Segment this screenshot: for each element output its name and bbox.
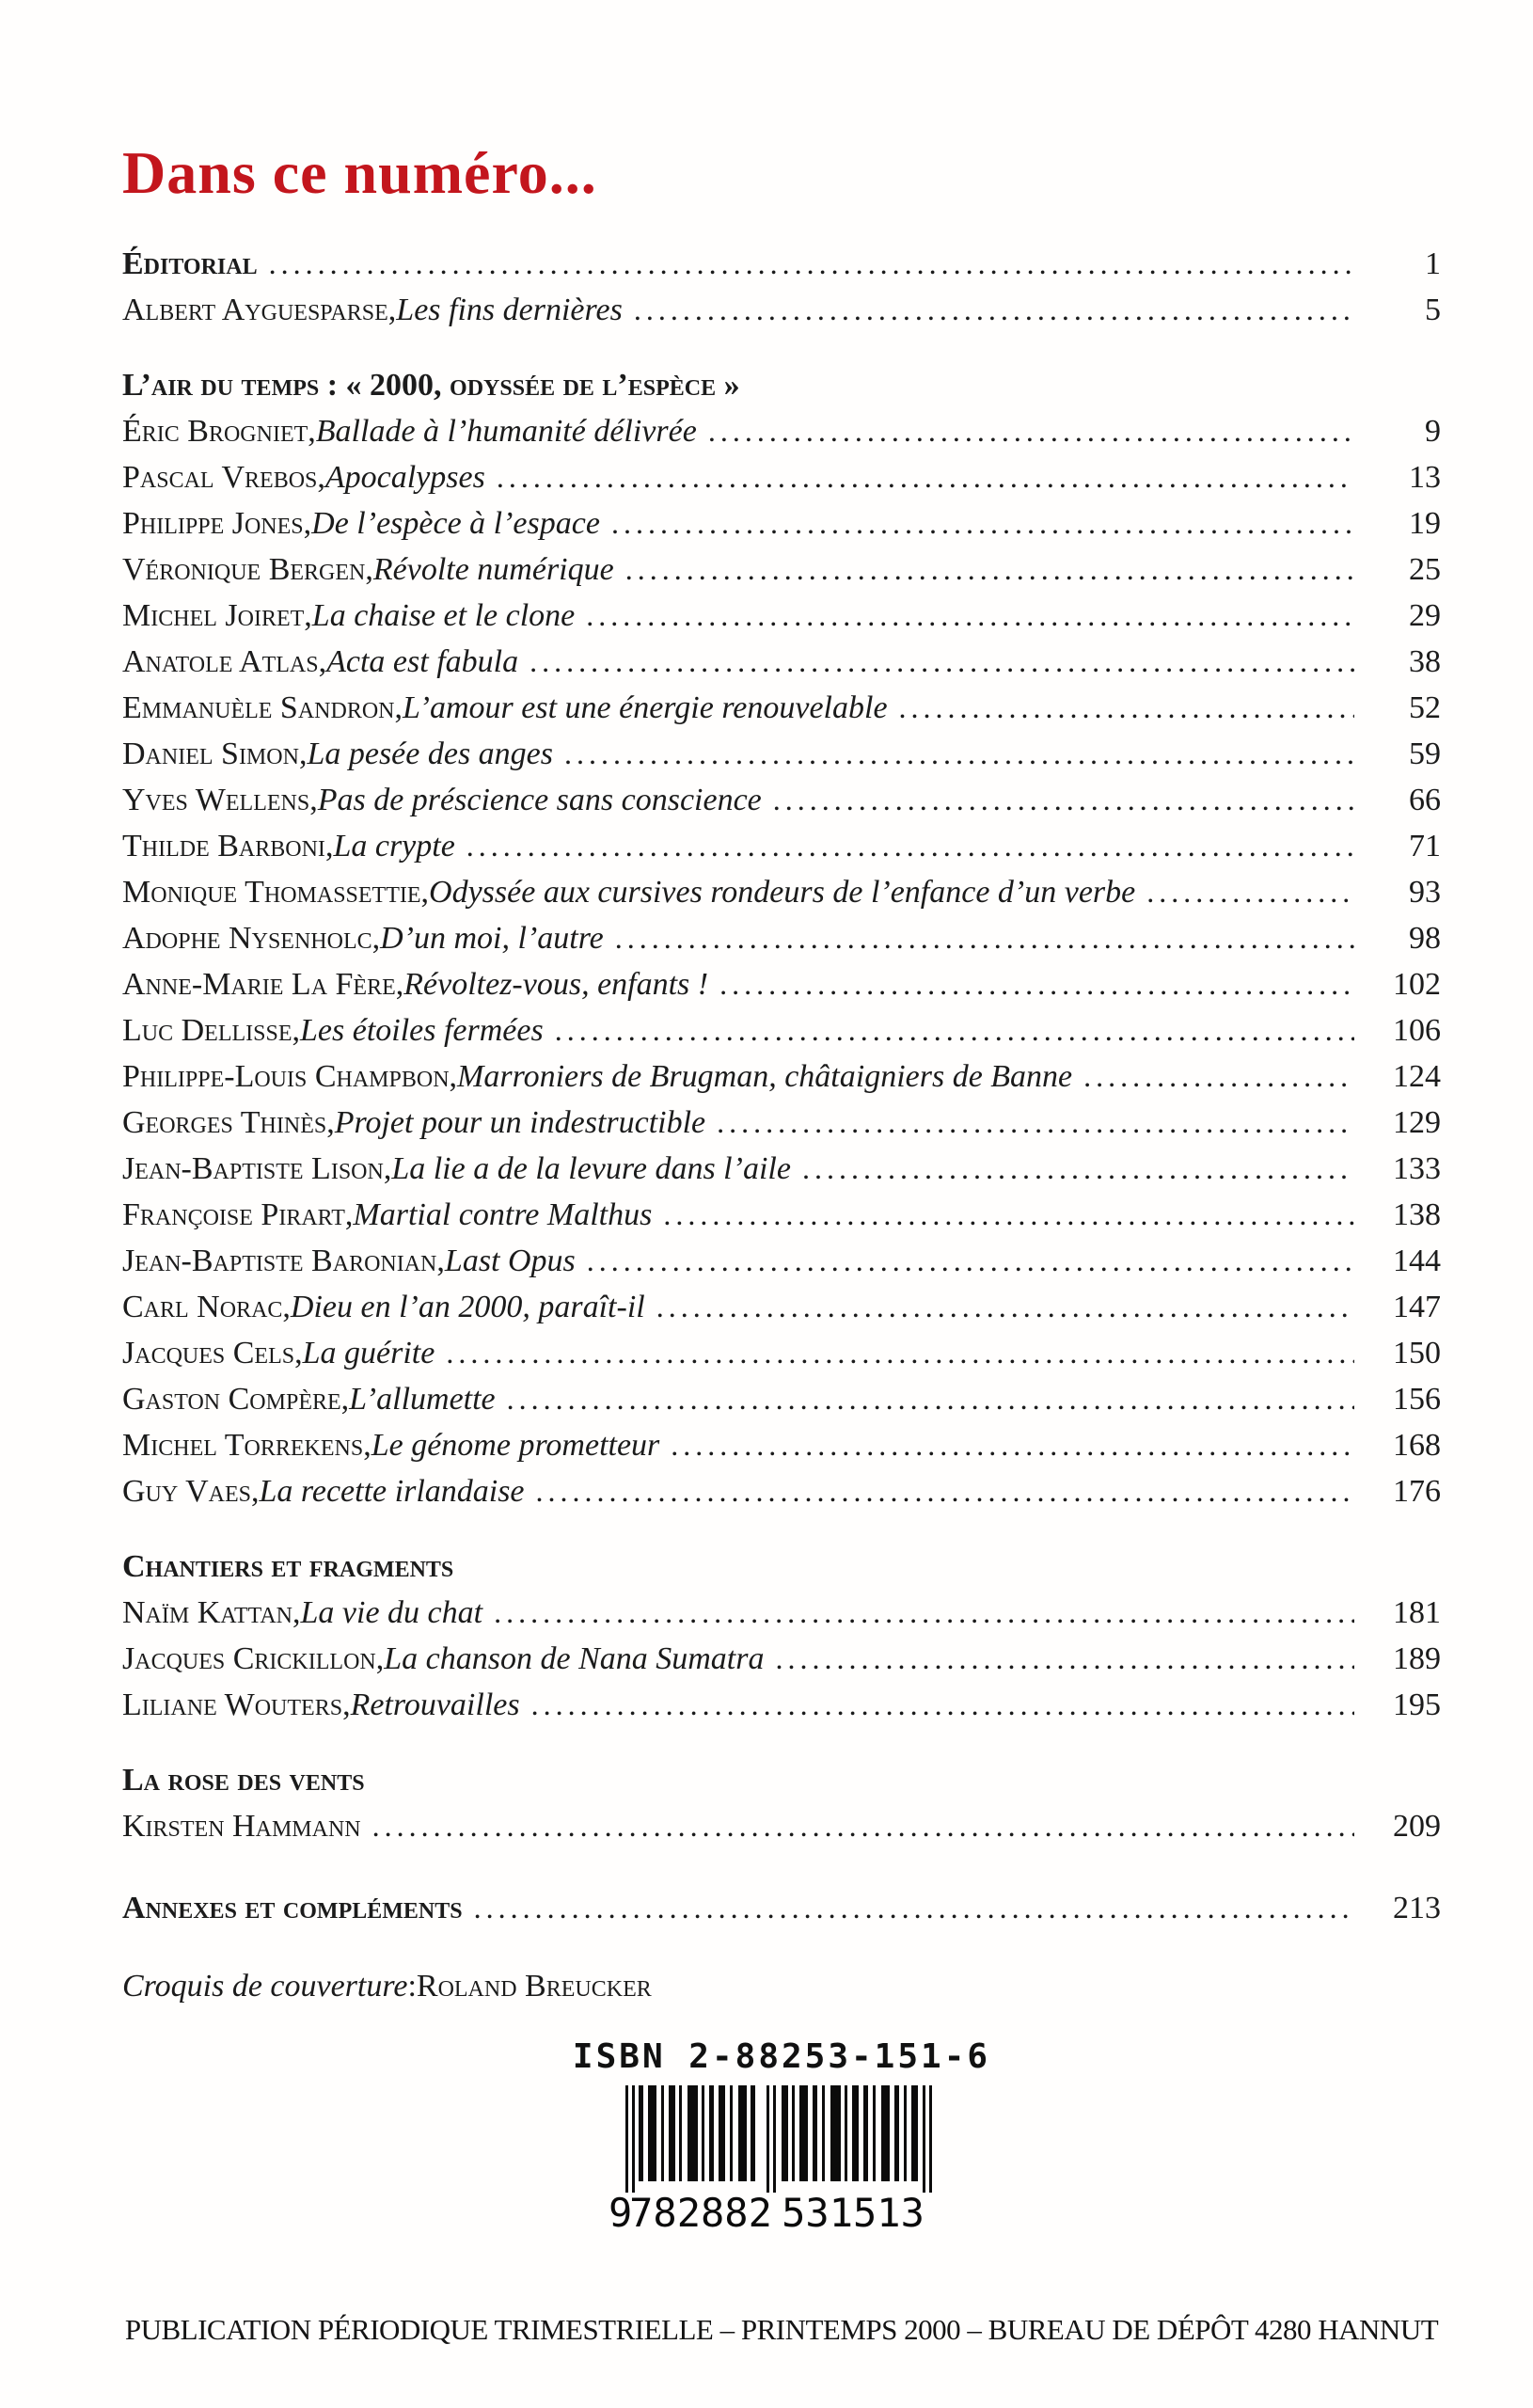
toc-entry-page: 9 <box>1425 414 1441 449</box>
dot-leader <box>1083 1054 1354 1100</box>
toc-entry-title: La vie du chat <box>300 1595 483 1630</box>
dot-leader <box>466 823 1354 869</box>
toc-entry-comma: , <box>387 293 397 327</box>
toc-entry <box>122 241 1441 287</box>
dot-leader <box>775 1636 1354 1682</box>
toc-entry-author: Liliane Wouters <box>122 1687 343 1722</box>
toc-entry-author: Albert Ayguesparse <box>122 293 388 327</box>
toc-entry <box>122 1238 1441 1284</box>
toc-entry-title: Les étoiles fermées <box>300 1013 544 1048</box>
toc-entry-author: Michel Torrekens <box>122 1428 364 1463</box>
toc-entry-page: 209 <box>1393 1809 1441 1844</box>
toc-entry <box>122 823 1441 869</box>
toc-entry-comma: , <box>395 967 404 1002</box>
dot-leader <box>802 1146 1354 1192</box>
publication-footer <box>122 2313 1441 2347</box>
toc-entry-comma: , <box>371 921 381 956</box>
table-of-contents <box>122 241 1441 2009</box>
toc-entry-title: Last Opus <box>444 1244 576 1278</box>
toc-entry-comma: , <box>318 644 327 679</box>
toc-entry-page: 106 <box>1393 1013 1441 1048</box>
cover-credit-label: Croquis de couverture <box>122 1969 408 2004</box>
section-header-label: L’air du temps : « 2000, odyssée de l’espèce » <box>122 368 740 403</box>
toc-entry-title: De l’espèce à l’espace <box>311 506 600 541</box>
section-header-label: La rose des vents <box>122 1763 365 1798</box>
toc-entry <box>122 961 1441 1007</box>
toc-entry-author: Thilde Barboni <box>122 829 325 863</box>
dot-leader <box>536 1468 1354 1514</box>
toc-entry-author: Jacques Crickillon <box>122 1641 376 1676</box>
dot-leader <box>564 731 1354 777</box>
dot-leader <box>497 454 1354 500</box>
toc-entry-author: Françoise Pirart <box>122 1197 345 1232</box>
toc-entry-title: Révoltez-vous, enfants ! <box>403 967 709 1002</box>
toc-entry-label: Annexes et compléments <box>122 1891 463 1925</box>
toc-entry <box>122 1284 1441 1330</box>
toc-entry-page: 195 <box>1393 1687 1441 1722</box>
dot-leader <box>586 593 1354 639</box>
toc-entry <box>122 500 1441 547</box>
dot-leader <box>663 1192 1354 1238</box>
dot-leader <box>507 1376 1354 1422</box>
section-header <box>122 1757 1441 1803</box>
dot-leader <box>671 1422 1354 1468</box>
dot-leader <box>899 685 1354 731</box>
dot-leader <box>634 287 1354 333</box>
toc-entry-comma: , <box>420 875 430 910</box>
toc-entry-page: 29 <box>1409 598 1441 633</box>
toc-entry-author: Adophe Nysenholc <box>122 921 372 956</box>
toc-entry <box>122 408 1441 454</box>
toc-entry <box>122 915 1441 961</box>
dot-leader <box>555 1007 1354 1054</box>
barcode-bars <box>625 2085 932 2193</box>
toc-entry-comma: , <box>340 1382 350 1417</box>
toc-entry-author: Anne-Marie La Fère <box>122 967 396 1002</box>
barcode-digit-lead: 9 <box>608 2190 633 2234</box>
toc-entry-title: La guérite <box>302 1336 435 1370</box>
toc-entry-title: Apocalypses <box>324 460 485 495</box>
toc-section-chantiers <box>122 1544 1441 1728</box>
section-header <box>122 1544 1441 1590</box>
toc-entry-comma: , <box>324 829 334 863</box>
toc-entry-page: 38 <box>1409 644 1441 679</box>
barcode-graphic <box>607 2085 956 2234</box>
toc-entry-author: Philippe-Louis Champbon <box>122 1059 450 1094</box>
isbn-line <box>122 2037 1441 2076</box>
toc-entry-title: Ballade à l’humanité délivrée <box>315 414 697 449</box>
toc-entry-page: 189 <box>1393 1641 1441 1676</box>
dot-leader <box>269 241 1354 287</box>
toc-entry-author: Anatole Atlas <box>122 644 319 679</box>
toc-entry-page: 1 <box>1425 246 1441 281</box>
toc-entry-title: Retrouvailles <box>350 1687 520 1722</box>
toc-entry-comma: , <box>436 1244 445 1278</box>
toc-entry <box>122 639 1441 685</box>
dot-leader <box>719 961 1354 1007</box>
barcode-digits-right: 531513 <box>782 2190 925 2234</box>
toc-entry-comma: , <box>383 1151 392 1186</box>
toc-entry-author: Gaston Compère <box>122 1382 341 1417</box>
toc-entry <box>122 1636 1441 1682</box>
dot-leader <box>708 408 1354 454</box>
toc-entry <box>122 1330 1441 1376</box>
toc-entry-title: La chaise et le clone <box>311 598 576 633</box>
toc-entry-page: 168 <box>1393 1428 1441 1463</box>
toc-entry-comma: , <box>292 1013 300 1048</box>
toc-entry-title: La chanson de Nana Sumatra <box>384 1641 765 1676</box>
toc-entry-author: Michel Joiret <box>122 598 305 633</box>
toc-entry-title: Projet pour un indestructible <box>334 1105 706 1140</box>
toc-entry-page: 133 <box>1393 1151 1441 1186</box>
toc-entry-comma: , <box>326 1105 335 1140</box>
toc-entry-title: Le génome prometteur <box>371 1428 660 1463</box>
toc-entry-title: La recette irlandaise <box>259 1474 525 1509</box>
dot-leader <box>531 1682 1354 1728</box>
toc-entry-comma: , <box>304 598 312 633</box>
toc-entry <box>122 1100 1441 1146</box>
dot-leader <box>717 1100 1354 1146</box>
barcode <box>122 2085 1441 2234</box>
toc-entry-page: 138 <box>1393 1197 1441 1232</box>
cover-credit <box>122 1963 1441 2009</box>
barcode-digits-left: 782882 <box>629 2190 772 2234</box>
toc-entry-comma: , <box>344 1197 354 1232</box>
toc-entry-author: Carl Norac <box>122 1290 283 1324</box>
toc-entry-comma: , <box>449 1059 458 1094</box>
toc-entry-title: Odyssée aux cursives rondeurs de l’enfance d’un verbe <box>429 875 1136 910</box>
publication-footer-text: PUBLICATION PÉRIODIQUE TRIMESTRIELLE – PRINTEMPS 2000 – BUREAU DE DÉPÔT 4280 HANNUT <box>124 2313 1439 2346</box>
toc-entry <box>122 1376 1441 1422</box>
toc-entry-page: 124 <box>1393 1059 1441 1094</box>
toc-entry-author: Luc Dellisse <box>122 1013 292 1048</box>
toc-entry <box>122 1468 1441 1514</box>
toc-entry-page: 98 <box>1409 921 1441 956</box>
toc-entry <box>122 685 1441 731</box>
toc-entry-title: La lie a de la levure dans l’aile <box>391 1151 791 1186</box>
toc-entry-title: Les fins dernières <box>396 293 623 327</box>
toc-entry-page: 176 <box>1393 1474 1441 1509</box>
toc-entry <box>122 1590 1441 1636</box>
toc-entry <box>122 1007 1441 1054</box>
toc-entry <box>122 1054 1441 1100</box>
toc-entry-author: Jacques Cels <box>122 1336 295 1370</box>
toc-entry-author: Pascal Vrebos <box>122 460 318 495</box>
toc-section-air-du-temps <box>122 362 1441 1514</box>
isbn-text: ISBN 2-88253-151-6 <box>572 2037 991 2076</box>
toc-entry-author: Jean-Baptiste Baronian <box>122 1244 437 1278</box>
toc-entry-title: L’amour est une énergie renouvelable <box>403 690 888 725</box>
toc-intro-group <box>122 241 1441 333</box>
toc-entry-page: 59 <box>1409 737 1441 771</box>
toc-entry-title: La crypte <box>333 829 455 863</box>
toc-entry-title: La pesée des anges <box>307 737 553 771</box>
section-header-label: Chantiers et fragments <box>122 1549 454 1584</box>
toc-entry-comma: , <box>375 1641 385 1676</box>
toc-entry-title: Révolte numérique <box>372 552 614 587</box>
toc-entry-page: 25 <box>1409 552 1441 587</box>
toc-entry <box>122 731 1441 777</box>
toc-entry-label: Éditorial <box>122 246 258 281</box>
toc-entry-author: Kirsten Hammann <box>122 1809 361 1844</box>
dot-leader <box>474 1885 1354 1931</box>
toc-section-rose-des-vents <box>122 1757 1441 1849</box>
toc-entry-page: 5 <box>1425 293 1441 327</box>
toc-entry-author: Éric Brogniet <box>122 414 308 449</box>
toc-entry-author: Naïm Kattan <box>122 1595 293 1630</box>
toc-entry-author: Véronique Bergen <box>122 552 366 587</box>
toc-entry-author: Daniel Simon <box>122 737 299 771</box>
toc-entry-title: Pas de préscience sans conscience <box>317 783 762 817</box>
toc-entry-comma: , <box>365 552 373 587</box>
toc-entry-page: 52 <box>1409 690 1441 725</box>
toc-entry-comma: , <box>342 1687 351 1722</box>
toc-entry <box>122 593 1441 639</box>
dot-leader <box>615 915 1354 961</box>
toc-entry-annexes <box>122 1885 1441 1931</box>
toc-entry-comma: , <box>298 737 308 771</box>
toc-entry-title: Martial contre Malthus <box>353 1197 653 1232</box>
toc-entry-title: Marroniers de Brugman, châtaigniers de Banne <box>457 1059 1073 1094</box>
toc-entry-title: D’un moi, l’autre <box>380 921 604 956</box>
dot-leader <box>494 1590 1354 1636</box>
toc-entry-comma: , <box>303 506 312 541</box>
toc-entry-page: 144 <box>1393 1244 1441 1278</box>
toc-entry-page: 129 <box>1393 1105 1441 1140</box>
toc-entry-page: 181 <box>1393 1595 1441 1630</box>
section-header <box>122 362 1441 408</box>
toc-entry <box>122 1682 1441 1728</box>
toc-entry-comma: , <box>294 1336 303 1370</box>
cover-credit-separator: : <box>407 1969 417 2004</box>
toc-entry-page: 156 <box>1393 1382 1441 1417</box>
dot-leader <box>656 1284 1354 1330</box>
toc-entry-comma: , <box>308 414 316 449</box>
page-title: Dans ce numéro... <box>122 139 597 206</box>
toc-entry-page: 150 <box>1393 1336 1441 1370</box>
dot-leader <box>587 1238 1354 1284</box>
toc-entry-page: 147 <box>1393 1290 1441 1324</box>
dot-leader <box>1146 869 1354 915</box>
toc-entry-comma: , <box>363 1428 371 1463</box>
toc-entry-author: Georges Thinès <box>122 1105 327 1140</box>
toc-entry-author: Jean-Baptiste Lison <box>122 1151 384 1186</box>
toc-entry <box>122 1422 1441 1468</box>
toc-entry <box>122 547 1441 593</box>
toc-entry <box>122 1146 1441 1192</box>
toc-entry-comma: , <box>394 690 403 725</box>
cover-credit-name: Roland Breucker <box>416 1969 652 2004</box>
toc-entry-page: 19 <box>1409 506 1441 541</box>
dot-leader <box>446 1330 1354 1376</box>
toc-entry <box>122 869 1441 915</box>
toc-entry-title: Acta est fabula <box>326 644 519 679</box>
toc-entry-comma: , <box>282 1290 291 1324</box>
dot-leader <box>625 547 1354 593</box>
toc-entry-comma: , <box>292 1595 301 1630</box>
toc-entry-title: L’allumette <box>349 1382 496 1417</box>
dot-leader <box>529 639 1354 685</box>
toc-entry <box>122 777 1441 823</box>
toc-entry <box>122 1192 1441 1238</box>
toc-entry <box>122 287 1441 333</box>
toc-entry-author: Yves Wellens <box>122 783 310 817</box>
toc-entry-page: 213 <box>1393 1891 1441 1925</box>
toc-entry-author: Emmanuèle Sandron <box>122 690 395 725</box>
toc-entry-page: 66 <box>1409 783 1441 817</box>
toc-entry-author: Guy Vaes <box>122 1474 251 1509</box>
toc-entry-page: 102 <box>1393 967 1441 1002</box>
toc-entry-comma: , <box>251 1474 260 1509</box>
dot-leader <box>611 500 1354 547</box>
dot-leader <box>773 777 1354 823</box>
toc-entry-comma: , <box>309 783 318 817</box>
toc-entry-author: Philippe Jones <box>122 506 304 541</box>
toc-entry-comma: , <box>317 460 325 495</box>
toc-entry <box>122 1803 1441 1849</box>
toc-entry-page: 93 <box>1409 875 1441 910</box>
dot-leader <box>372 1803 1354 1849</box>
toc-entry-page: 71 <box>1409 829 1441 863</box>
toc-entry <box>122 454 1441 500</box>
toc-entry-title: Dieu en l’an 2000, paraît-il <box>290 1290 645 1324</box>
toc-entry-author: Monique Thomassettie <box>122 875 421 910</box>
toc-entry-page: 13 <box>1409 460 1441 495</box>
